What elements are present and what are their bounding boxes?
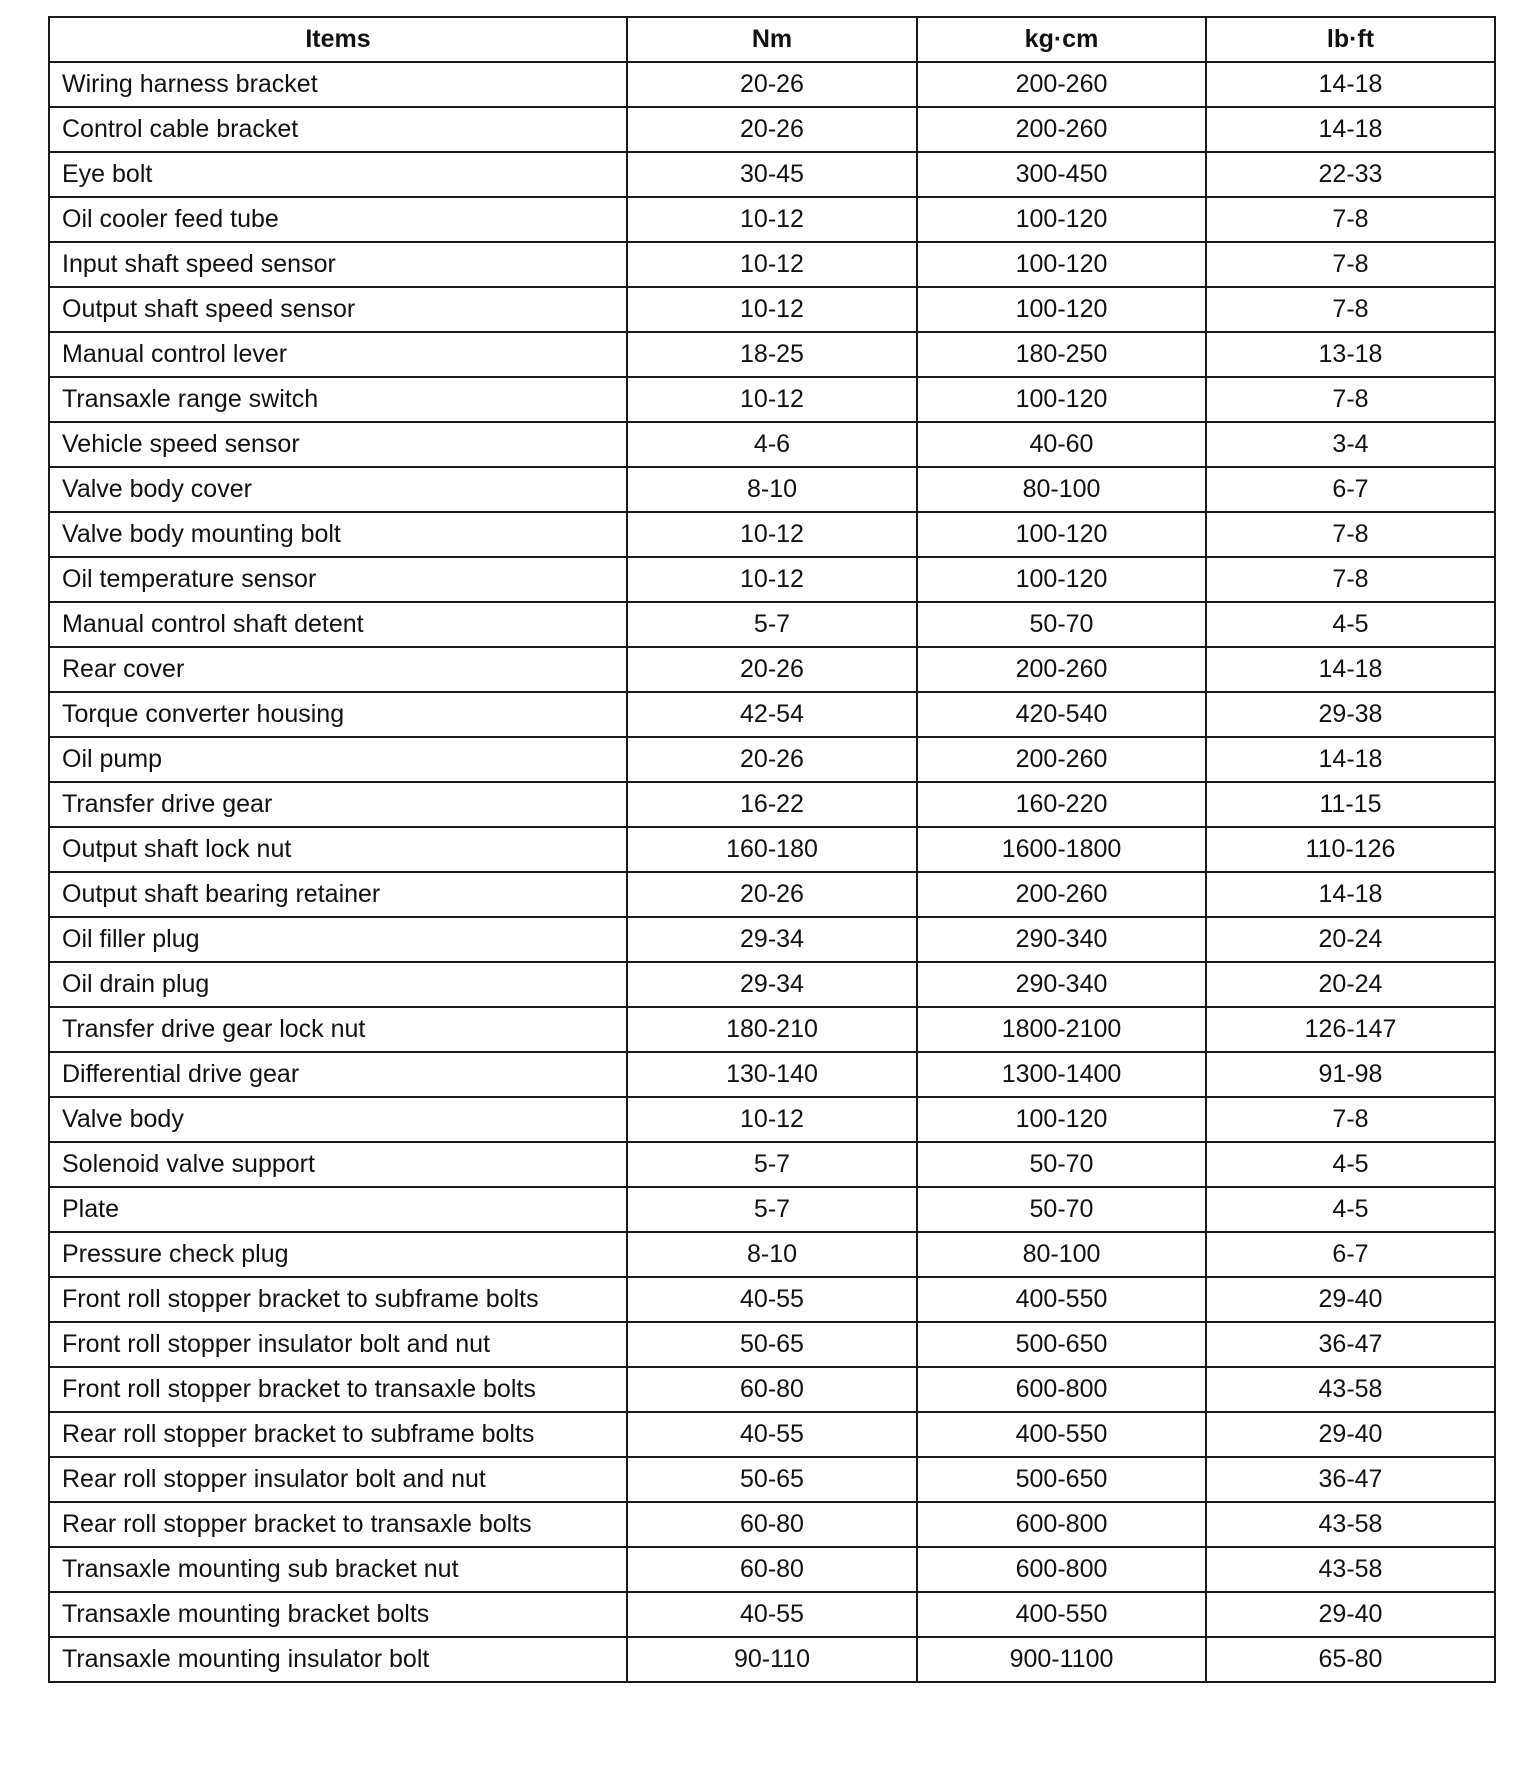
row-kg-cm: 200-260 — [917, 872, 1206, 917]
table-row — [49, 467, 1495, 512]
row-kg-cm: 1800-2100 — [917, 1007, 1206, 1052]
row-kg-cm: 100-120 — [917, 557, 1206, 602]
row-nm: 29-34 — [627, 962, 917, 1007]
row-nm: 10-12 — [627, 1097, 917, 1142]
row-nm: 5-7 — [627, 1142, 917, 1187]
header-items: Items — [49, 17, 627, 62]
row-item: Rear roll stopper bracket to subframe bolts — [49, 1412, 627, 1457]
row-lb-ft: 43-58 — [1206, 1502, 1495, 1547]
row-item: Transaxle mounting insulator bolt — [49, 1637, 627, 1682]
row-lb-ft: 7-8 — [1206, 287, 1495, 332]
row-kg-cm: 290-340 — [917, 962, 1206, 1007]
row-item: Manual control lever — [49, 332, 627, 377]
table-body — [49, 62, 1495, 1682]
row-nm: 4-6 — [627, 422, 917, 467]
row-item: Transaxle mounting bracket bolts — [49, 1592, 627, 1637]
table-row — [49, 62, 1495, 107]
row-nm: 10-12 — [627, 197, 917, 242]
row-nm: 18-25 — [627, 332, 917, 377]
table-row — [49, 1277, 1495, 1322]
row-item: Output shaft lock nut — [49, 827, 627, 872]
row-item: Vehicle speed sensor — [49, 422, 627, 467]
row-kg-cm: 500-650 — [917, 1322, 1206, 1367]
row-item: Transfer drive gear — [49, 782, 627, 827]
row-lb-ft: 4-5 — [1206, 602, 1495, 647]
table-row — [49, 1367, 1495, 1412]
row-nm: 5-7 — [627, 1187, 917, 1232]
table-row — [49, 1232, 1495, 1277]
table-row — [49, 1457, 1495, 1502]
table-header-row — [49, 17, 1495, 62]
torque-spec-table — [48, 16, 1496, 1683]
row-lb-ft: 13-18 — [1206, 332, 1495, 377]
row-kg-cm: 40-60 — [917, 422, 1206, 467]
row-nm: 10-12 — [627, 287, 917, 332]
row-lb-ft: 22-33 — [1206, 152, 1495, 197]
row-lb-ft: 4-5 — [1206, 1142, 1495, 1187]
table-row — [49, 1187, 1495, 1232]
row-kg-cm: 180-250 — [917, 332, 1206, 377]
table-row — [49, 557, 1495, 602]
row-nm: 60-80 — [627, 1367, 917, 1412]
row-kg-cm: 200-260 — [917, 737, 1206, 782]
row-kg-cm: 1600-1800 — [917, 827, 1206, 872]
row-kg-cm: 290-340 — [917, 917, 1206, 962]
row-nm: 42-54 — [627, 692, 917, 737]
row-kg-cm: 400-550 — [917, 1592, 1206, 1637]
row-lb-ft: 7-8 — [1206, 512, 1495, 557]
row-lb-ft: 43-58 — [1206, 1367, 1495, 1412]
row-lb-ft: 11-15 — [1206, 782, 1495, 827]
row-nm: 20-26 — [627, 737, 917, 782]
row-item: Transaxle range switch — [49, 377, 627, 422]
row-nm: 20-26 — [627, 62, 917, 107]
row-lb-ft: 6-7 — [1206, 1232, 1495, 1277]
header-nm: Nm — [627, 17, 917, 62]
row-nm: 20-26 — [627, 107, 917, 152]
header-lb-ft: lb·ft — [1206, 17, 1495, 62]
table-row — [49, 872, 1495, 917]
row-item: Pressure check plug — [49, 1232, 627, 1277]
row-nm: 5-7 — [627, 602, 917, 647]
table-row — [49, 692, 1495, 737]
row-nm: 90-110 — [627, 1637, 917, 1682]
row-item: Solenoid valve support — [49, 1142, 627, 1187]
row-nm: 130-140 — [627, 1052, 917, 1097]
table-row — [49, 1097, 1495, 1142]
row-kg-cm: 600-800 — [917, 1502, 1206, 1547]
row-lb-ft: 43-58 — [1206, 1547, 1495, 1592]
row-kg-cm: 50-70 — [917, 1142, 1206, 1187]
row-nm: 30-45 — [627, 152, 917, 197]
row-item: Input shaft speed sensor — [49, 242, 627, 287]
row-item: Rear roll stopper bracket to transaxle bolts — [49, 1502, 627, 1547]
row-kg-cm: 1300-1400 — [917, 1052, 1206, 1097]
row-nm: 8-10 — [627, 1232, 917, 1277]
row-item: Front roll stopper bracket to subframe bolts — [49, 1277, 627, 1322]
row-kg-cm: 200-260 — [917, 647, 1206, 692]
row-lb-ft: 4-5 — [1206, 1187, 1495, 1232]
row-nm: 40-55 — [627, 1277, 917, 1322]
row-lb-ft: 6-7 — [1206, 467, 1495, 512]
table-row — [49, 827, 1495, 872]
row-kg-cm: 200-260 — [917, 62, 1206, 107]
row-kg-cm: 50-70 — [917, 1187, 1206, 1232]
table-row — [49, 1052, 1495, 1097]
row-kg-cm: 100-120 — [917, 242, 1206, 287]
table-row — [49, 962, 1495, 1007]
row-lb-ft: 91-98 — [1206, 1052, 1495, 1097]
row-nm: 29-34 — [627, 917, 917, 962]
row-lb-ft: 110-126 — [1206, 827, 1495, 872]
row-item: Oil cooler feed tube — [49, 197, 627, 242]
table-row — [49, 1547, 1495, 1592]
row-nm: 40-55 — [627, 1412, 917, 1457]
table-row — [49, 287, 1495, 332]
row-kg-cm: 100-120 — [917, 1097, 1206, 1142]
row-nm: 20-26 — [627, 647, 917, 692]
row-lb-ft: 7-8 — [1206, 557, 1495, 602]
row-item: Rear cover — [49, 647, 627, 692]
row-nm: 60-80 — [627, 1547, 917, 1592]
row-nm: 160-180 — [627, 827, 917, 872]
row-kg-cm: 100-120 — [917, 197, 1206, 242]
row-item: Transaxle mounting sub bracket nut — [49, 1547, 627, 1592]
row-lb-ft: 14-18 — [1206, 647, 1495, 692]
table-row — [49, 647, 1495, 692]
table-row — [49, 1592, 1495, 1637]
row-lb-ft: 36-47 — [1206, 1457, 1495, 1502]
row-nm: 10-12 — [627, 242, 917, 287]
table-row — [49, 1322, 1495, 1367]
row-item: Differential drive gear — [49, 1052, 627, 1097]
row-nm: 10-12 — [627, 557, 917, 602]
row-item: Transfer drive gear lock nut — [49, 1007, 627, 1052]
row-kg-cm: 900-1100 — [917, 1637, 1206, 1682]
row-item: Front roll stopper insulator bolt and nut — [49, 1322, 627, 1367]
row-kg-cm: 200-260 — [917, 107, 1206, 152]
table-row — [49, 152, 1495, 197]
header-kg-cm: kg·cm — [917, 17, 1206, 62]
row-item: Manual control shaft detent — [49, 602, 627, 647]
row-lb-ft: 3-4 — [1206, 422, 1495, 467]
table-row — [49, 1412, 1495, 1457]
row-lb-ft: 29-38 — [1206, 692, 1495, 737]
row-kg-cm: 80-100 — [917, 1232, 1206, 1277]
row-lb-ft: 20-24 — [1206, 962, 1495, 1007]
table-row — [49, 602, 1495, 647]
table-row — [49, 377, 1495, 422]
row-kg-cm: 300-450 — [917, 152, 1206, 197]
row-kg-cm: 100-120 — [917, 287, 1206, 332]
row-nm: 50-65 — [627, 1457, 917, 1502]
row-item: Valve body mounting bolt — [49, 512, 627, 557]
row-kg-cm: 600-800 — [917, 1547, 1206, 1592]
row-lb-ft: 14-18 — [1206, 107, 1495, 152]
table-row — [49, 1142, 1495, 1187]
row-kg-cm: 400-550 — [917, 1277, 1206, 1322]
table-row — [49, 197, 1495, 242]
row-nm: 40-55 — [627, 1592, 917, 1637]
table-row — [49, 107, 1495, 152]
row-kg-cm: 80-100 — [917, 467, 1206, 512]
row-nm: 60-80 — [627, 1502, 917, 1547]
row-lb-ft: 7-8 — [1206, 197, 1495, 242]
table-row — [49, 737, 1495, 782]
row-kg-cm: 500-650 — [917, 1457, 1206, 1502]
row-kg-cm: 100-120 — [917, 377, 1206, 422]
row-lb-ft: 7-8 — [1206, 242, 1495, 287]
row-item: Valve body — [49, 1097, 627, 1142]
row-lb-ft: 7-8 — [1206, 377, 1495, 422]
row-lb-ft: 29-40 — [1206, 1277, 1495, 1322]
row-nm: 20-26 — [627, 872, 917, 917]
row-lb-ft: 29-40 — [1206, 1412, 1495, 1457]
row-nm: 10-12 — [627, 512, 917, 557]
row-lb-ft: 7-8 — [1206, 1097, 1495, 1142]
row-item: Output shaft speed sensor — [49, 287, 627, 332]
row-item: Oil drain plug — [49, 962, 627, 1007]
row-nm: 16-22 — [627, 782, 917, 827]
row-item: Output shaft bearing retainer — [49, 872, 627, 917]
table-row — [49, 512, 1495, 557]
table-row — [49, 917, 1495, 962]
row-kg-cm: 400-550 — [917, 1412, 1206, 1457]
row-item: Eye bolt — [49, 152, 627, 197]
row-lb-ft: 29-40 — [1206, 1592, 1495, 1637]
row-lb-ft: 14-18 — [1206, 872, 1495, 917]
row-nm: 8-10 — [627, 467, 917, 512]
row-item: Control cable bracket — [49, 107, 627, 152]
row-lb-ft: 36-47 — [1206, 1322, 1495, 1367]
row-nm: 10-12 — [627, 377, 917, 422]
row-item: Front roll stopper bracket to transaxle bolts — [49, 1367, 627, 1412]
row-item: Oil temperature sensor — [49, 557, 627, 602]
row-item: Oil pump — [49, 737, 627, 782]
row-nm: 180-210 — [627, 1007, 917, 1052]
row-lb-ft: 65-80 — [1206, 1637, 1495, 1682]
row-nm: 50-65 — [627, 1322, 917, 1367]
table-row — [49, 782, 1495, 827]
row-kg-cm: 100-120 — [917, 512, 1206, 557]
row-kg-cm: 600-800 — [917, 1367, 1206, 1412]
table-row — [49, 1637, 1495, 1682]
row-item: Rear roll stopper insulator bolt and nut — [49, 1457, 627, 1502]
row-item: Valve body cover — [49, 467, 627, 512]
row-lb-ft: 14-18 — [1206, 737, 1495, 782]
table-row — [49, 1502, 1495, 1547]
row-item: Plate — [49, 1187, 627, 1232]
table-row — [49, 242, 1495, 287]
row-kg-cm: 420-540 — [917, 692, 1206, 737]
table-row — [49, 1007, 1495, 1052]
row-kg-cm: 160-220 — [917, 782, 1206, 827]
table-row — [49, 422, 1495, 467]
row-item: Wiring harness bracket — [49, 62, 627, 107]
row-item: Oil filler plug — [49, 917, 627, 962]
table-row — [49, 332, 1495, 377]
row-item: Torque converter housing — [49, 692, 627, 737]
row-lb-ft: 20-24 — [1206, 917, 1495, 962]
row-lb-ft: 126-147 — [1206, 1007, 1495, 1052]
row-kg-cm: 50-70 — [917, 602, 1206, 647]
row-lb-ft: 14-18 — [1206, 62, 1495, 107]
